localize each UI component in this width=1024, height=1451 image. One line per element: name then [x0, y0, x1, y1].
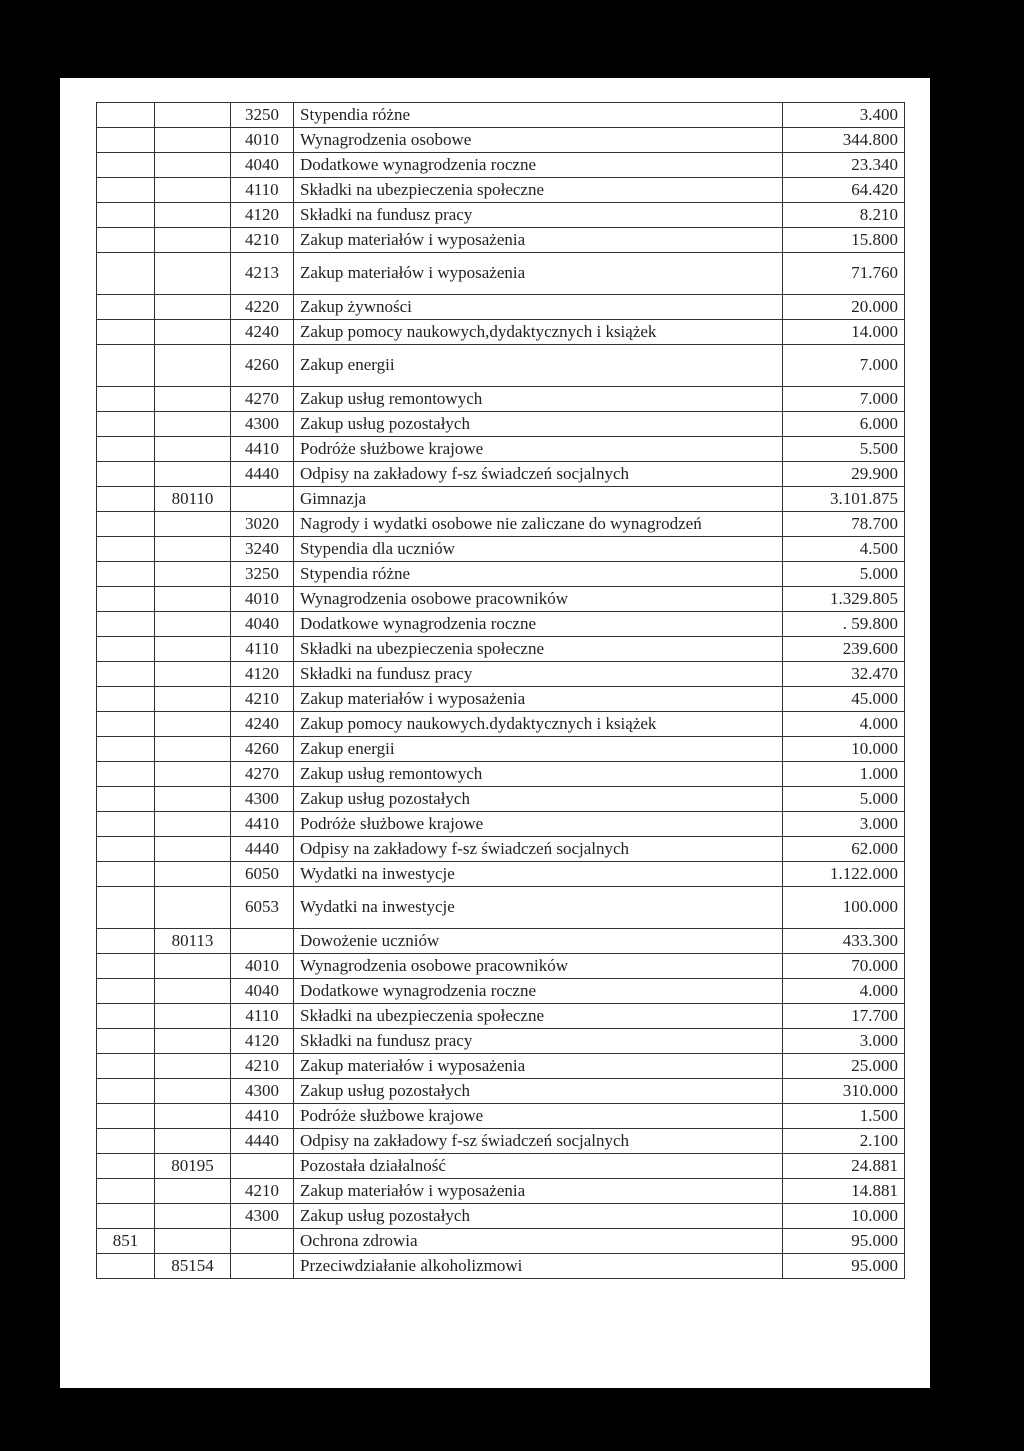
cell-paragraf: 4110 [231, 1004, 294, 1029]
table-row [97, 462, 905, 487]
cell-rozdzial [155, 537, 231, 562]
cell-dzial [97, 437, 155, 462]
cell-kwota: 433.300 [783, 929, 905, 954]
cell-kwota: 3.000 [783, 1029, 905, 1054]
cell-dzial [97, 979, 155, 1004]
cell-paragraf: 4010 [231, 128, 294, 153]
cell-dzial [97, 253, 155, 295]
cell-nazwa: Stypendia różne [294, 562, 783, 587]
cell-rozdzial [155, 203, 231, 228]
table-row [97, 1154, 905, 1179]
cell-rozdzial [155, 1029, 231, 1054]
cell-nazwa: Zakup pomocy naukowych,dydaktycznych i książek [294, 320, 783, 345]
cell-dzial [97, 837, 155, 862]
cell-nazwa: Wynagrodzenia osobowe pracowników [294, 954, 783, 979]
cell-dzial [97, 1179, 155, 1204]
cell-kwota: 14.881 [783, 1179, 905, 1204]
table-row [97, 487, 905, 512]
table-row [97, 812, 905, 837]
cell-paragraf: 3020 [231, 512, 294, 537]
cell-rozdzial [155, 887, 231, 929]
cell-dzial [97, 1054, 155, 1079]
cell-kwota: 15.800 [783, 228, 905, 253]
cell-paragraf: 4300 [231, 1079, 294, 1104]
cell-rozdzial [155, 345, 231, 387]
table-row [97, 178, 905, 203]
cell-nazwa: Zakup usług remontowych [294, 387, 783, 412]
cell-rozdzial [155, 253, 231, 295]
cell-nazwa: Zakup usług remontowych [294, 762, 783, 787]
cell-rozdzial [155, 412, 231, 437]
cell-paragraf: 4213 [231, 253, 294, 295]
cell-dzial [97, 587, 155, 612]
budget-table-body [97, 103, 905, 1279]
cell-rozdzial [155, 787, 231, 812]
cell-kwota: 344.800 [783, 128, 905, 153]
table-row [97, 203, 905, 228]
cell-paragraf: 4220 [231, 295, 294, 320]
table-row [97, 1229, 905, 1254]
cell-rozdzial [155, 1079, 231, 1104]
cell-dzial [97, 762, 155, 787]
cell-rozdzial [155, 687, 231, 712]
cell-dzial [97, 103, 155, 128]
cell-nazwa: Zakup usług pozostałych [294, 412, 783, 437]
cell-paragraf: 4040 [231, 153, 294, 178]
table-row [97, 929, 905, 954]
cell-rozdzial [155, 587, 231, 612]
cell-dzial [97, 1004, 155, 1029]
table-row [97, 228, 905, 253]
table-row [97, 1004, 905, 1029]
table-row [97, 787, 905, 812]
cell-rozdzial [155, 1004, 231, 1029]
cell-kwota: 17.700 [783, 1004, 905, 1029]
cell-kwota: 45.000 [783, 687, 905, 712]
cell-dzial [97, 712, 155, 737]
cell-nazwa: Pozostała działalność [294, 1154, 783, 1179]
cell-dzial [97, 887, 155, 929]
cell-nazwa: Zakup materiałów i wyposażenia [294, 253, 783, 295]
cell-rozdzial [155, 737, 231, 762]
cell-paragraf: 4440 [231, 1129, 294, 1154]
cell-dzial [97, 1029, 155, 1054]
cell-rozdzial [155, 979, 231, 1004]
cell-paragraf: 4410 [231, 812, 294, 837]
table-row [97, 587, 905, 612]
cell-kwota: 25.000 [783, 1054, 905, 1079]
cell-kwota: 3.000 [783, 812, 905, 837]
cell-kwota: 100.000 [783, 887, 905, 929]
cell-kwota: 3.101.875 [783, 487, 905, 512]
cell-kwota: 1.000 [783, 762, 905, 787]
cell-kwota: 4.500 [783, 537, 905, 562]
cell-dzial [97, 737, 155, 762]
table-row [97, 1054, 905, 1079]
table-row [97, 862, 905, 887]
table-row [97, 103, 905, 128]
cell-kwota: 78.700 [783, 512, 905, 537]
cell-paragraf: 4010 [231, 587, 294, 612]
cell-paragraf: 4440 [231, 462, 294, 487]
cell-dzial [97, 637, 155, 662]
cell-dzial: 851 [97, 1229, 155, 1254]
cell-rozdzial [155, 562, 231, 587]
cell-kwota: 10.000 [783, 737, 905, 762]
table-row [97, 562, 905, 587]
cell-nazwa: Odpisy na zakładowy f-sz świadczeń socjalnych [294, 462, 783, 487]
table-row [97, 837, 905, 862]
cell-nazwa: Nagrody i wydatki osobowe nie zaliczane do wynagrodzeń [294, 512, 783, 537]
cell-dzial [97, 812, 155, 837]
cell-rozdzial [155, 862, 231, 887]
cell-nazwa: Zakup usług pozostałych [294, 787, 783, 812]
cell-nazwa: Wynagrodzenia osobowe [294, 128, 783, 153]
cell-dzial [97, 153, 155, 178]
cell-dzial [97, 662, 155, 687]
cell-kwota: 4.000 [783, 712, 905, 737]
cell-dzial [97, 537, 155, 562]
cell-rozdzial [155, 228, 231, 253]
cell-dzial [97, 1104, 155, 1129]
cell-nazwa: Zakup żywności [294, 295, 783, 320]
cell-nazwa: Podróże służbowe krajowe [294, 1104, 783, 1129]
cell-rozdzial [155, 812, 231, 837]
table-row [97, 412, 905, 437]
cell-nazwa: Zakup energii [294, 345, 783, 387]
cell-kwota: 71.760 [783, 253, 905, 295]
cell-kwota: 6.000 [783, 412, 905, 437]
cell-dzial [97, 687, 155, 712]
cell-paragraf: 4440 [231, 837, 294, 862]
cell-rozdzial: 85154 [155, 1254, 231, 1279]
cell-rozdzial [155, 320, 231, 345]
cell-paragraf: 4300 [231, 412, 294, 437]
cell-dzial [97, 412, 155, 437]
cell-rozdzial [155, 1179, 231, 1204]
cell-paragraf: 4300 [231, 787, 294, 812]
cell-dzial [97, 862, 155, 887]
cell-kwota: 5.000 [783, 562, 905, 587]
cell-dzial [97, 387, 155, 412]
cell-rozdzial [155, 178, 231, 203]
cell-kwota: 95.000 [783, 1229, 905, 1254]
cell-dzial [97, 787, 155, 812]
cell-paragraf: 6050 [231, 862, 294, 887]
cell-paragraf: 4210 [231, 1179, 294, 1204]
table-row [97, 128, 905, 153]
cell-dzial [97, 203, 155, 228]
cell-rozdzial: 80110 [155, 487, 231, 512]
cell-nazwa: Składki na ubezpieczenia społeczne [294, 1004, 783, 1029]
table-row [97, 1079, 905, 1104]
cell-paragraf: 4240 [231, 712, 294, 737]
cell-nazwa: Zakup materiałów i wyposażenia [294, 228, 783, 253]
cell-nazwa: Zakup materiałów i wyposażenia [294, 1179, 783, 1204]
cell-paragraf: 4040 [231, 979, 294, 1004]
cell-paragraf: 4270 [231, 387, 294, 412]
cell-paragraf [231, 1229, 294, 1254]
cell-dzial [97, 462, 155, 487]
cell-kwota: 70.000 [783, 954, 905, 979]
cell-paragraf: 4110 [231, 178, 294, 203]
cell-kwota: 32.470 [783, 662, 905, 687]
cell-dzial [97, 487, 155, 512]
table-row [97, 512, 905, 537]
table-row [97, 979, 905, 1004]
cell-paragraf: 4210 [231, 1054, 294, 1079]
cell-kwota: 62.000 [783, 837, 905, 862]
cell-kwota: 10.000 [783, 1204, 905, 1229]
cell-nazwa: Składki na fundusz pracy [294, 1029, 783, 1054]
cell-kwota: 64.420 [783, 178, 905, 203]
cell-rozdzial [155, 837, 231, 862]
cell-kwota: 5.500 [783, 437, 905, 462]
table-row [97, 737, 905, 762]
cell-nazwa: Stypendia dla uczniów [294, 537, 783, 562]
table-row [97, 387, 905, 412]
cell-kwota: 3.400 [783, 103, 905, 128]
cell-rozdzial: 80113 [155, 929, 231, 954]
table-row [97, 1029, 905, 1054]
cell-kwota: 8.210 [783, 203, 905, 228]
cell-nazwa: Składki na ubezpieczenia społeczne [294, 178, 783, 203]
cell-dzial [97, 612, 155, 637]
cell-paragraf [231, 929, 294, 954]
table-row [97, 762, 905, 787]
cell-rozdzial [155, 128, 231, 153]
cell-nazwa: Odpisy na zakładowy f-sz świadczeń socjalnych [294, 1129, 783, 1154]
table-row [97, 1129, 905, 1154]
cell-kwota: 23.340 [783, 153, 905, 178]
cell-rozdzial [155, 437, 231, 462]
cell-nazwa: Składki na ubezpieczenia społeczne [294, 637, 783, 662]
cell-nazwa: Dodatkowe wynagrodzenia roczne [294, 153, 783, 178]
table-row [97, 345, 905, 387]
cell-nazwa: Odpisy na zakładowy f-sz świadczeń socjalnych [294, 837, 783, 862]
cell-nazwa: Podróże służbowe krajowe [294, 437, 783, 462]
cell-dzial [97, 178, 155, 203]
cell-kwota: 5.000 [783, 787, 905, 812]
cell-dzial [97, 512, 155, 537]
cell-kwota: 95.000 [783, 1254, 905, 1279]
cell-paragraf: 4260 [231, 345, 294, 387]
cell-paragraf: 4110 [231, 637, 294, 662]
cell-rozdzial [155, 662, 231, 687]
cell-paragraf: 4410 [231, 437, 294, 462]
cell-nazwa: Dodatkowe wynagrodzenia roczne [294, 979, 783, 1004]
cell-rozdzial [155, 153, 231, 178]
cell-dzial [97, 954, 155, 979]
document-page [60, 78, 930, 1388]
cell-dzial [97, 1079, 155, 1104]
table-row [97, 954, 905, 979]
cell-paragraf: 6053 [231, 887, 294, 929]
cell-rozdzial [155, 512, 231, 537]
cell-nazwa: Przeciwdziałanie alkoholizmowi [294, 1254, 783, 1279]
cell-paragraf: 4300 [231, 1204, 294, 1229]
cell-paragraf: 4260 [231, 737, 294, 762]
cell-kwota: 2.100 [783, 1129, 905, 1154]
cell-nazwa: Podróże służbowe krajowe [294, 812, 783, 837]
table-row [97, 253, 905, 295]
cell-dzial [97, 1129, 155, 1154]
cell-paragraf: 3250 [231, 103, 294, 128]
cell-paragraf: 4240 [231, 320, 294, 345]
cell-paragraf: 4120 [231, 203, 294, 228]
cell-nazwa: Zakup usług pozostałych [294, 1079, 783, 1104]
cell-paragraf: 4040 [231, 612, 294, 637]
cell-nazwa: Zakup materiałów i wyposażenia [294, 1054, 783, 1079]
cell-rozdzial [155, 612, 231, 637]
cell-dzial [97, 295, 155, 320]
cell-rozdzial [155, 103, 231, 128]
cell-dzial [97, 929, 155, 954]
cell-kwota: 4.000 [783, 979, 905, 1004]
cell-paragraf [231, 487, 294, 512]
cell-rozdzial [155, 295, 231, 320]
cell-kwota: 310.000 [783, 1079, 905, 1104]
cell-nazwa: Zakup usług pozostałych [294, 1204, 783, 1229]
cell-dzial [97, 128, 155, 153]
cell-nazwa: Zakup materiałów i wyposażenia [294, 687, 783, 712]
table-row [97, 637, 905, 662]
cell-rozdzial [155, 1204, 231, 1229]
cell-nazwa: Zakup energii [294, 737, 783, 762]
cell-paragraf: 4270 [231, 762, 294, 787]
table-row [97, 1204, 905, 1229]
cell-nazwa: Wydatki na inwestycje [294, 862, 783, 887]
cell-kwota: 7.000 [783, 387, 905, 412]
cell-kwota: 7.000 [783, 345, 905, 387]
table-row [97, 662, 905, 687]
cell-nazwa: Dowożenie uczniów [294, 929, 783, 954]
cell-rozdzial [155, 1129, 231, 1154]
cell-paragraf [231, 1254, 294, 1279]
cell-rozdzial [155, 462, 231, 487]
cell-rozdzial: 80195 [155, 1154, 231, 1179]
budget-table [96, 102, 905, 1279]
cell-dzial [97, 345, 155, 387]
cell-nazwa: Ochrona zdrowia [294, 1229, 783, 1254]
cell-kwota: 239.600 [783, 637, 905, 662]
cell-rozdzial [155, 762, 231, 787]
cell-kwota: 1.122.000 [783, 862, 905, 887]
cell-dzial [97, 1254, 155, 1279]
cell-paragraf: 4210 [231, 687, 294, 712]
table-row [97, 687, 905, 712]
cell-nazwa: Składki na fundusz pracy [294, 662, 783, 687]
cell-paragraf: 4410 [231, 1104, 294, 1129]
table-row [97, 320, 905, 345]
cell-dzial [97, 1154, 155, 1179]
table-row [97, 712, 905, 737]
table-row [97, 612, 905, 637]
cell-rozdzial [155, 1054, 231, 1079]
table-row [97, 295, 905, 320]
cell-nazwa: Dodatkowe wynagrodzenia roczne [294, 612, 783, 637]
cell-paragraf: 4210 [231, 228, 294, 253]
cell-rozdzial [155, 387, 231, 412]
table-row [97, 153, 905, 178]
cell-kwota: 20.000 [783, 295, 905, 320]
table-row [97, 537, 905, 562]
cell-nazwa: Stypendia różne [294, 103, 783, 128]
cell-nazwa: Gimnazja [294, 487, 783, 512]
cell-kwota: 24.881 [783, 1154, 905, 1179]
cell-paragraf [231, 1154, 294, 1179]
cell-paragraf: 4120 [231, 1029, 294, 1054]
cell-dzial [97, 228, 155, 253]
cell-rozdzial [155, 1229, 231, 1254]
cell-rozdzial [155, 954, 231, 979]
cell-kwota: 1.500 [783, 1104, 905, 1129]
table-row [97, 1104, 905, 1129]
cell-rozdzial [155, 637, 231, 662]
table-row [97, 1179, 905, 1204]
cell-paragraf: 3250 [231, 562, 294, 587]
cell-rozdzial [155, 712, 231, 737]
cell-kwota: 14.000 [783, 320, 905, 345]
cell-nazwa: Składki na fundusz pracy [294, 203, 783, 228]
cell-nazwa: Wynagrodzenia osobowe pracowników [294, 587, 783, 612]
cell-paragraf: 4120 [231, 662, 294, 687]
cell-kwota: 1.329.805 [783, 587, 905, 612]
cell-paragraf: 3240 [231, 537, 294, 562]
cell-rozdzial [155, 1104, 231, 1129]
cell-dzial [97, 1204, 155, 1229]
table-row [97, 887, 905, 929]
cell-nazwa: Wydatki na inwestycje [294, 887, 783, 929]
cell-dzial [97, 320, 155, 345]
cell-kwota: . 59.800 [783, 612, 905, 637]
cell-nazwa: Zakup pomocy naukowych.dydaktycznych i książek [294, 712, 783, 737]
cell-paragraf: 4010 [231, 954, 294, 979]
cell-kwota: 29.900 [783, 462, 905, 487]
table-row [97, 437, 905, 462]
table-row [97, 1254, 905, 1279]
cell-dzial [97, 562, 155, 587]
